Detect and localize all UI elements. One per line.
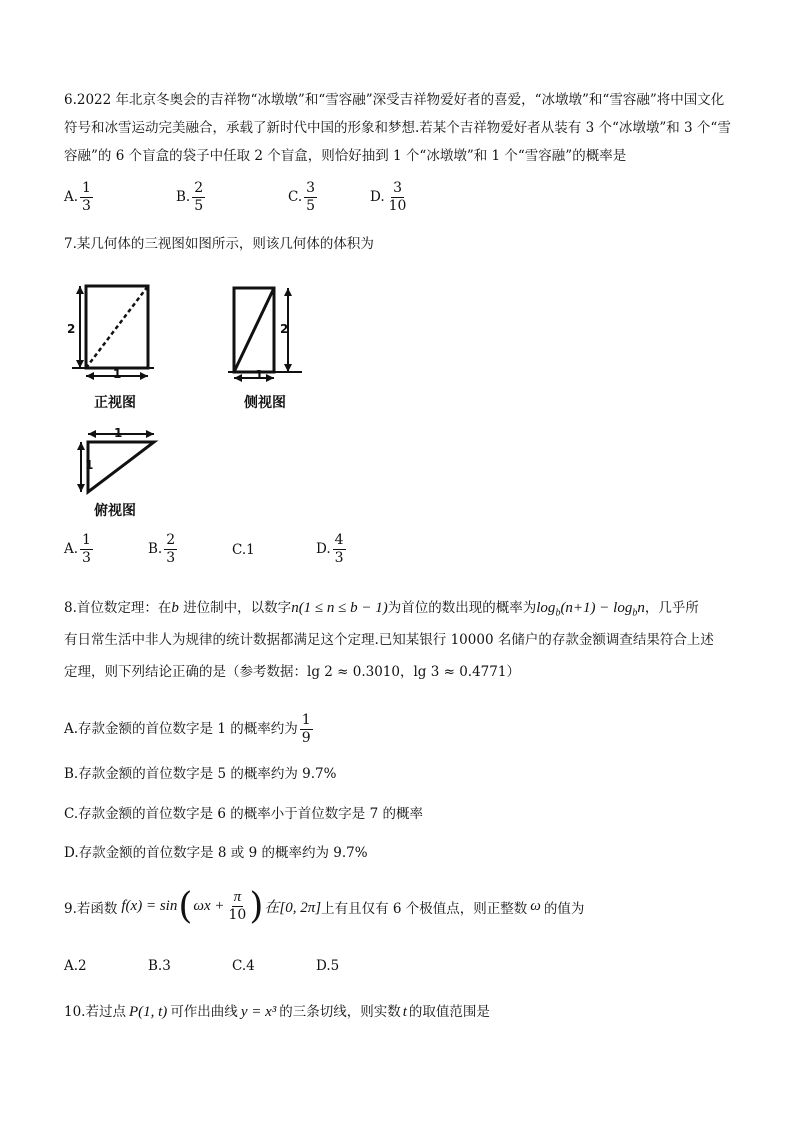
arrow-right-icon — [146, 430, 154, 438]
q7-option-a: A. $\frac{1}{3}$ — [64, 532, 91, 566]
q6-option-a: A. $\frac{1}{3}$ — [64, 180, 91, 214]
arrow-up-icon — [284, 288, 292, 296]
q8-option-c: C.存款金额的首位数字是 6 的概率小于首位数字是 7 的概率 — [64, 806, 423, 822]
fraction: $\frac{2}{3}$ — [166, 532, 176, 566]
q8-option-b: B.存款金额的首位数字是 5 的概率约为 9.7% — [64, 766, 337, 782]
top-view-triangle — [88, 442, 154, 492]
q9-option-c: C.4 — [232, 958, 255, 974]
front-view-hidden-edge — [86, 286, 148, 368]
q7-option-d: D. $\frac{4}{3}$ — [316, 532, 344, 566]
fraction: $\frac{1}{3}$ — [82, 532, 91, 566]
q6-line-2: 符号和冰雪运动完美融合，承载了新时代中国的形象和梦想.若某个吉祥物爱好者从装有 3 个“冰墩墩”和 3 个“雪 — [64, 120, 731, 136]
q6-line-1: 6.2022 年北京冬奥会的吉祥物“冰墩墩”和“雪容融”深受吉祥物爱好者的喜爱，“冰墩墩”和“雪容融”将中国文化 — [64, 92, 725, 108]
q10-stem: 10.若过点 P(1, t) 可作出曲线 y = x³ 的三条切线，则实数 t 的取值范围是 — [64, 1004, 490, 1020]
q7-option-c: C.1 — [232, 542, 255, 558]
left-paren: ( — [178, 886, 193, 927]
q8-line-1: 8.首位数定理：在b 进位制中，以数字n(1 ≤ n ≤ b − 1)为首位的数出现的概率为$\log_b(n+1) - \log_bn$，几乎所 — [64, 600, 699, 619]
q7-option-b: B. $\frac{2}{3}$ — [148, 532, 176, 566]
side-view-height-label: 2 — [280, 322, 289, 336]
front-view-height-label: 2 — [67, 322, 76, 336]
arrow-down-icon — [76, 360, 84, 368]
fraction: $\frac{\pi}{10}$ — [228, 889, 247, 923]
arrow-left-icon — [234, 374, 242, 382]
arrow-down-icon — [284, 364, 292, 372]
q6-option-b: B. $\frac{2}{5}$ — [176, 180, 204, 214]
right-paren: ) — [249, 886, 264, 927]
top-view-width-label: 1 — [114, 426, 123, 440]
arrow-up-icon — [76, 286, 84, 294]
q9-option-a: A.2 — [64, 958, 87, 974]
arrow-down-icon — [77, 484, 85, 492]
side-view-width-label: 1 — [255, 368, 264, 382]
q7-stem: 7.某几何体的三视图如图所示，则该几何体的体积为 — [64, 236, 374, 252]
arrow-left-icon — [86, 372, 94, 380]
fraction: $\frac{3}{10}$ — [388, 180, 407, 214]
fraction: $\frac{1}{3}$ — [82, 180, 91, 214]
side-view-edge — [234, 288, 274, 372]
arrow-left-icon — [88, 430, 96, 438]
front-view-width-label: 1 — [113, 367, 122, 381]
arrow-right-icon — [266, 374, 274, 382]
fraction: $\frac{2}{5}$ — [194, 180, 204, 214]
q8-line-2: 有日常生活中非人为规律的统计数据都满足这个定理.已知某银行 10000 名储户的存款金额调查结果符合上述 — [64, 632, 714, 648]
q9-stem: 9.若函数 f(x) = sin ( ωx + $\frac{\pi}{10}$ ) 在[0, 2π] 上有且仅有 6 个极值点，则正整数 ω 的值为 — [64, 886, 585, 927]
fraction: $\frac{3}{5}$ — [306, 180, 316, 214]
top-view-label: 俯视图 — [94, 503, 136, 519]
q9-option-b: B.3 — [148, 958, 171, 974]
q8-option-a: A.存款金额的首位数字是 1 的概率约为 $\frac{1}{9}$ — [64, 712, 311, 746]
q8-option-d: D.存款金额的首位数字是 8 或 9 的概率约为 9.7% — [64, 845, 368, 861]
fraction: $\frac{4}{3}$ — [334, 532, 344, 566]
side-view-label: 侧视图 — [244, 395, 286, 411]
front-view-label: 正视图 — [94, 395, 136, 411]
arrow-up-icon — [77, 442, 85, 450]
side-view-figure — [226, 280, 306, 390]
q8-line-3: 定理，则下列结论正确的是（参考数据：lg 2 ≈ 0.3010，lg 3 ≈ 0.4771） — [64, 664, 520, 680]
q6-option-d: D. $\frac{3}{10}$ — [370, 180, 407, 214]
arrow-right-icon — [140, 372, 148, 380]
fraction: $\frac{1}{9}$ — [301, 712, 311, 746]
q9-option-d: D.5 — [316, 958, 340, 974]
top-view-height-label: 1 — [85, 458, 94, 472]
q6-line-3: 容融”的 6 个盲盒的袋子中任取 2 个盲盒，则恰好抽到 1 个“冰墩墩”和 1 个“雪容融”的概率是 — [64, 148, 627, 164]
q6-option-c: C. $\frac{3}{5}$ — [288, 180, 316, 214]
